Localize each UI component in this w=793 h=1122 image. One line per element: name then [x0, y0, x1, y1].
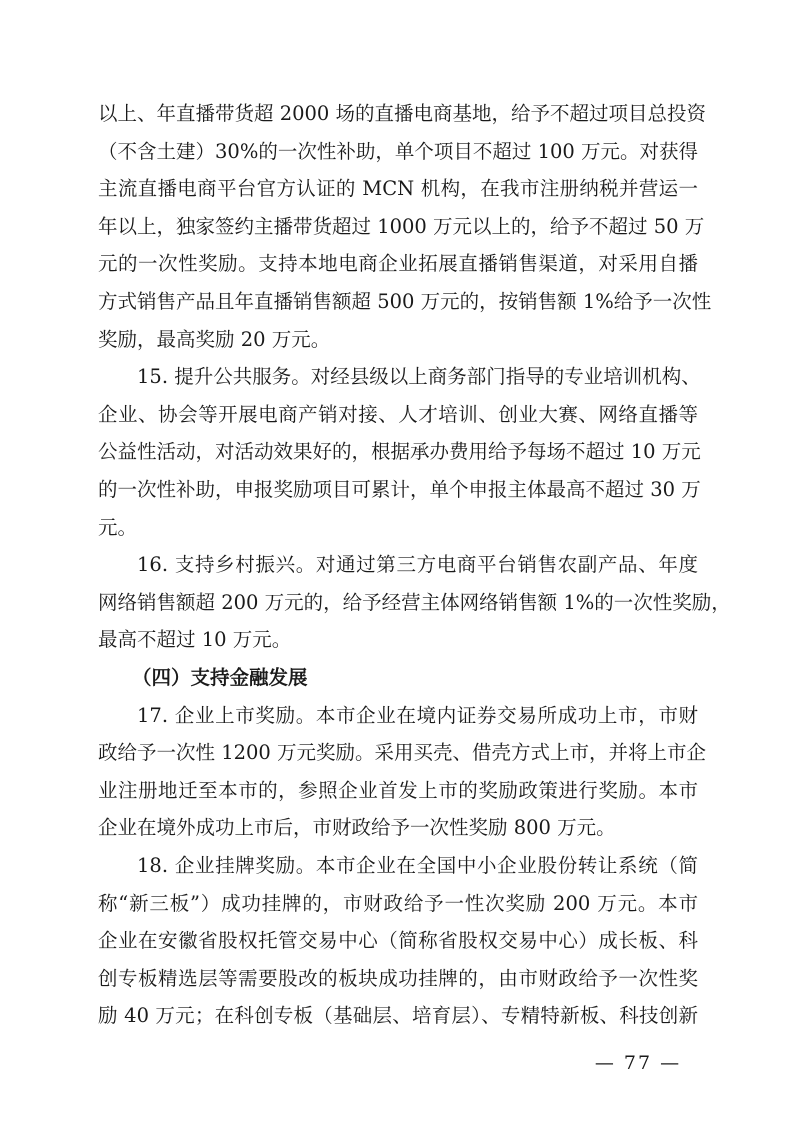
text-line: 公益性活动，对活动效果好的，根据承办费用给予每场不超过 10 万元	[98, 440, 701, 463]
text-line: 企业在境外成功上市后，市财政给予一次性奖励 800 万元。	[98, 816, 616, 839]
text-line: 励 40 万元；在科创专板（基础层、培育层）、专精特新板、科技创新	[98, 1004, 698, 1027]
text-line: （不含土建）30%的一次性补助，单个项目不超过 100 万元。对获得	[98, 140, 698, 163]
text-line: 以上、年直播带货超 2000 场的直播电商基地，给予不超过项目总投资	[98, 102, 707, 125]
text-line: 奖励，最高奖励 20 万元。	[98, 328, 331, 351]
text-line: 元。	[98, 516, 138, 539]
text-line: 的一次性补助，申报奖励项目可累计，单个申报主体最高不超过 30 万	[98, 478, 701, 501]
text-line: 企业、协会等开展电商产销对接、人才培训、创业大赛、网络直播等	[98, 403, 698, 426]
text-line: 网络销售额超 200 万元的，给予经营主体网络销售额 1%的一次性奖励，	[98, 591, 731, 614]
text-line: 企业在安徽省股权托管交易中心（简称省股权交易中心）成长板、科	[98, 929, 698, 952]
text-line: 称“新三板”）成功挂牌的，市财政给予一性次奖励 200 万元。本市	[98, 892, 698, 915]
paragraph-17-start: 17. 企业上市奖励。本市企业在境内证券交易所成功上市，市财	[137, 704, 698, 727]
text-line: 最高不超过 10 万元。	[98, 628, 292, 651]
text-line: 主流直播电商平台官方认证的 MCN 机构，在我市注册纳税并营运一	[98, 177, 698, 200]
text-line: 方式销售产品且年直播销售额超 500 万元的，按销售额 1%给予一次性	[98, 290, 712, 313]
text-line: 创专板精选层等需要股改的板块成功挂牌的，由市财政给予一次性奖	[98, 967, 698, 990]
paragraph-15-start: 15. 提升公共服务。对经县级以上商务部门指导的专业培训机构、	[137, 365, 701, 388]
text-line: 政给予一次性 1200 万元奖励。采用买壳、借壳方式上市，并将上市企	[98, 741, 707, 764]
page-number: — 77 —	[594, 1052, 682, 1074]
text-line: 元的一次性奖励。支持本地电商企业拓展直播销售渠道，对采用自播	[98, 252, 698, 275]
text-line: 业注册地迁至本市的，参照企业首发上市的奖励政策进行奖励。本市	[98, 779, 698, 802]
paragraph-18-start: 18. 企业挂牌奖励。本市企业在全国中小企业股份转让系统（简	[137, 854, 698, 877]
section-heading: （四）支持金融发展	[132, 666, 308, 689]
paragraph-16-start: 16. 支持乡村振兴。对通过第三方电商平台销售农副产品、年度	[137, 553, 698, 576]
text-line: 年以上，独家签约主播带货超过 1000 万元以上的，给予不超过 50 万	[98, 215, 705, 238]
